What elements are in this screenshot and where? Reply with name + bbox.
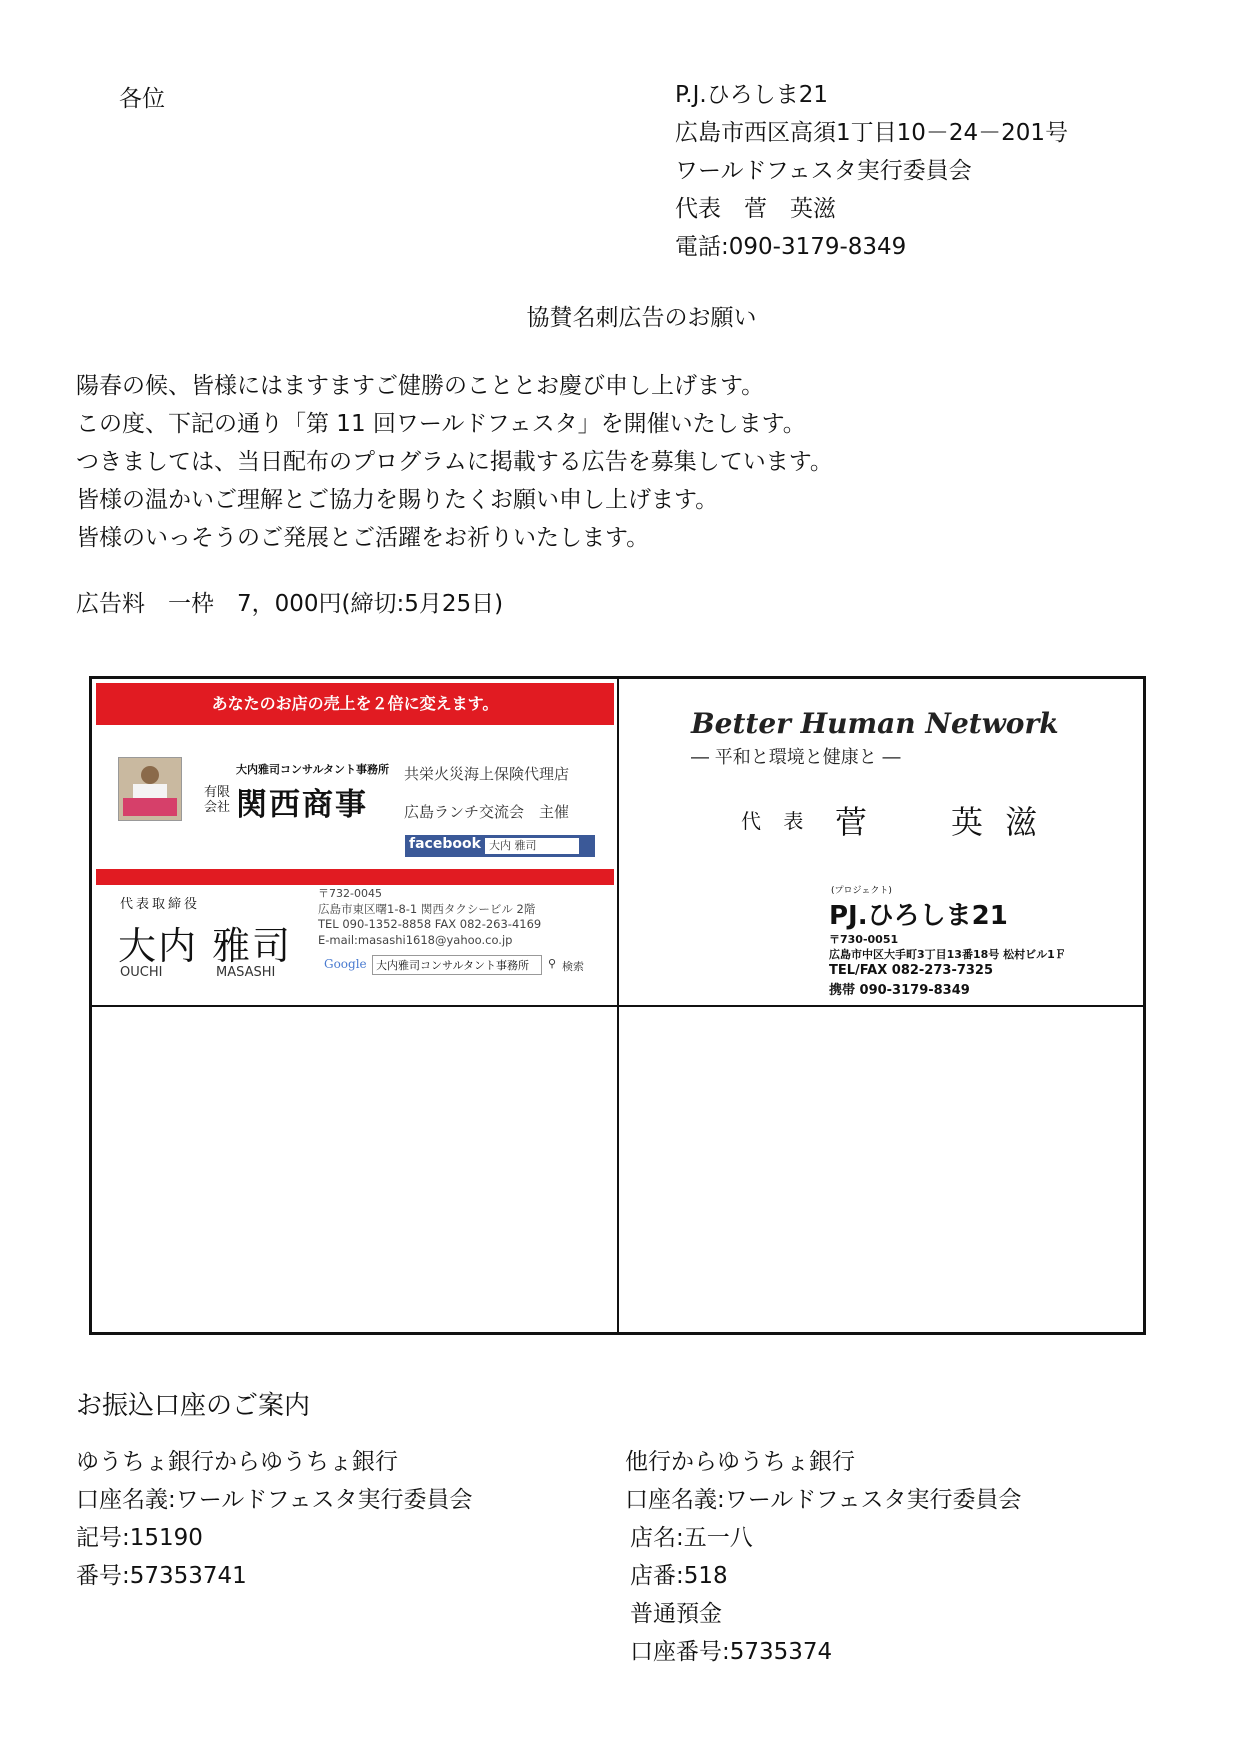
office-name: 大内雅司コンサルタント事務所 [236,763,390,776]
business-card-pj [623,683,1141,1001]
ad-slot-empty-2 [619,1007,1146,1332]
role-title: 代表取締役 [120,897,201,912]
sender-address: 広島市西区高須1丁目10－24－201号 [675,120,1069,146]
card-postal: 〒730-0051 [829,933,899,946]
bank-right-account-no: 口座番号:5735374 [630,1639,833,1665]
sender-representative: 代表 菅 英滋 [675,196,836,222]
body-line-3: つきましては、当日配布のプログラムに掲載する広告を募集しています。 [76,449,833,475]
company-name: 関西商事 [236,787,368,823]
card-role: 代 表 [741,809,812,833]
business-card-kansai [96,683,614,1001]
card-email: E-mail:masashi1618@yahoo.co.jp [318,933,513,947]
card-tel: TEL 090-1352-8858 FAX 082-263-4169 [318,917,542,931]
ad-slot-empty-1 [92,1007,617,1332]
card-headline: Better Human Network [691,707,1059,740]
person-name-en-2: MASASHI [216,965,276,980]
card-org-name: PJ.ひろしま21 [829,901,1008,931]
card-address: 広島市中区大手町3丁目13番18号 松村ビル1Ｆ [829,948,1066,961]
google-query-field: 大内雅司コンサルタント事務所 [372,955,542,975]
facebook-label: facebook [409,836,481,852]
person-name-en-1: OUCHI [120,965,163,980]
bank-right-branch-name: 店名:五一八 [630,1525,753,1551]
bank-right-account-name: 口座名義:ワールドフェスタ実行委員会 [625,1487,1022,1513]
bank-left-account-name: 口座名義:ワールドフェスタ実行委員会 [76,1487,473,1513]
card-postal: 〒732-0045 [318,887,382,900]
sender-org: P.J.ひろしま21 [675,82,828,108]
search-icon: ⚲ [548,957,557,970]
card-project-label: (プロジェクト) [831,886,892,896]
card-tel-fax: TEL/FAX 082-273-7325 [829,963,994,978]
card-name-given: 英 滋 [951,803,1044,841]
ad-fee: 広告料 一枠 7，000円(締切:5月25日) [76,591,504,617]
sender-phone: 電話:090-3179-8349 [675,234,907,260]
bank-left-title: ゆうちょ銀行からゆうちょ銀行 [76,1449,398,1475]
card-banner: あなたのお店の売上を２倍に変えます。 [96,683,614,725]
facebook-badge [405,835,595,857]
bank-right-type: 普通預金 [630,1601,722,1627]
person-name: 大内 雅司 [118,924,293,968]
card-mobile: 携帯 090-3179-8349 [829,983,970,998]
bank-right-branch-no: 店番:518 [630,1563,728,1589]
service-insurance: 共栄火災海上保険代理店 [404,765,570,783]
body-line-4: 皆様の温かいご理解とご協力を賜りたくお願い申し上げます。 [76,487,719,513]
bank-heading: お振込口座のご案内 [76,1391,311,1421]
avatar [118,757,182,821]
service-lunch: 広島ランチ交流会 主催 [404,803,570,821]
google-search-box [324,955,594,977]
card-name-family: 菅 [835,803,868,841]
card-address: 広島市東区曙1-8-1 関西タクシービル 2階 [318,902,536,916]
google-search-button: 検索 [562,960,584,973]
body-line-1: 陽春の候、皆様にはますますご健勝のこととお慶び申し上げます。 [76,373,765,399]
body-line-5: 皆様のいっそうのご発展とご活躍をお祈りいたします。 [76,525,650,551]
bank-left-symbol: 記号:15190 [76,1525,203,1551]
recipient: 各位 [119,86,165,112]
sender-committee: ワールドフェスタ実行委員会 [675,158,972,184]
card-subline: ― 平和と環境と健康と ― [691,747,901,768]
bank-right-title: 他行からゆうちょ銀行 [625,1449,855,1475]
bank-left-number: 番号:57353741 [76,1563,247,1589]
facebook-search-field: 大内 雅司 [485,838,579,854]
google-label: Google [324,957,367,971]
ad-grid [89,676,1146,1335]
page-title: 協賛名刺広告のお願い [526,305,757,331]
company-type-1: 有限 [204,785,231,800]
card-divider-bar [96,869,614,885]
body-line-2: この度、下記の通り「第 11 回ワールドフェスタ」を開催いたします。 [76,411,806,437]
company-type-2: 会社 [204,800,231,815]
